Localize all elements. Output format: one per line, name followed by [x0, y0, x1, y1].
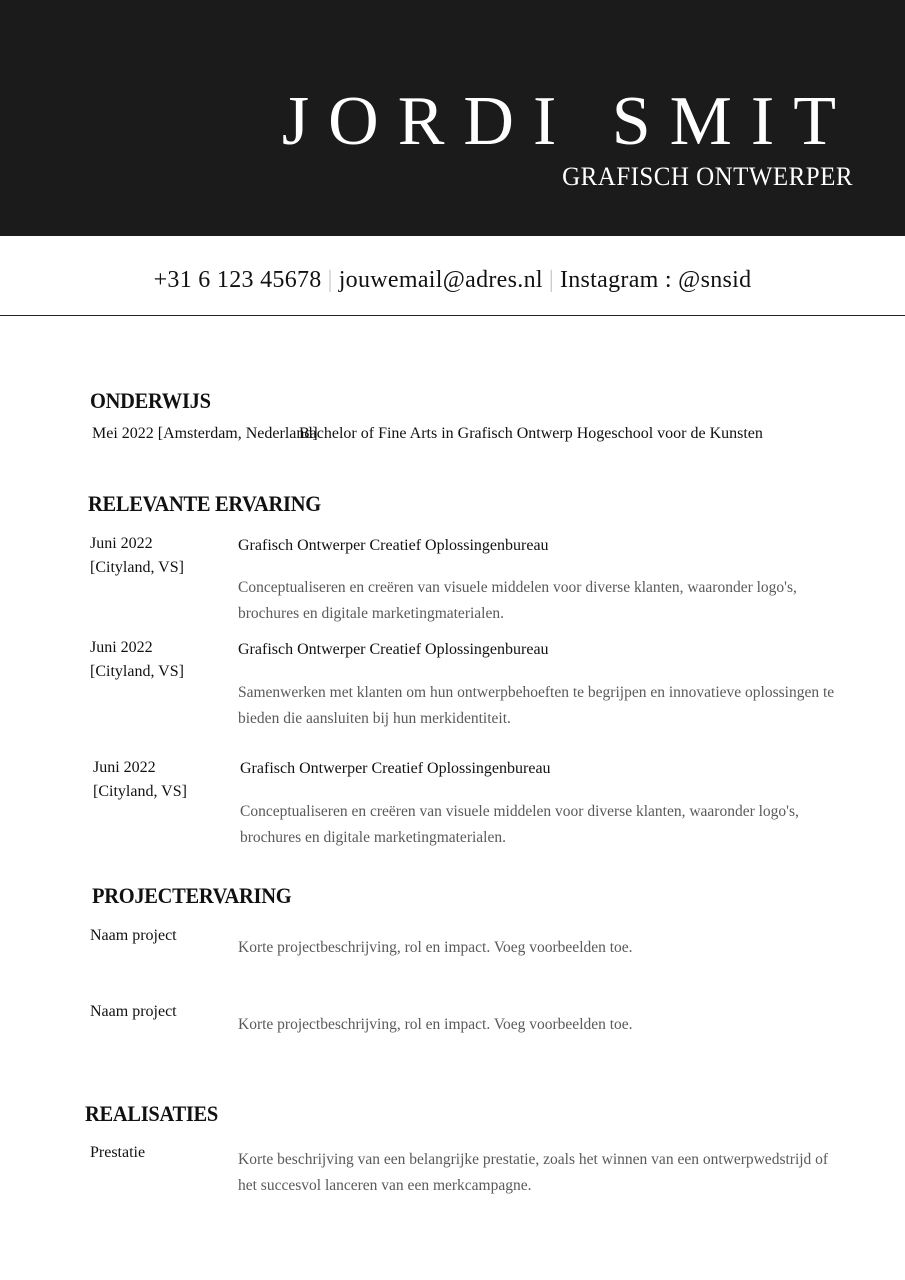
separator: |: [548, 267, 554, 293]
project-description: Korte projectbeschrijving, rol en impact. Voeg voorbeelden toe.: [238, 939, 633, 956]
section-heading-projects: PROJECTERVARING: [92, 883, 292, 908]
separator: |: [327, 267, 333, 293]
experience-title: Grafisch Ontwerper Creatief Oplossingenbureau: [240, 760, 551, 777]
candidate-name: JORDI SMIT: [281, 83, 855, 160]
project-description: Korte projectbeschrijving, rol en impact. Voeg voorbeelden toe.: [238, 1016, 633, 1033]
education-degree: Bachelor of Fine Arts in Grafisch Ontwerp Hogeschool voor de Kunsten: [299, 425, 763, 442]
project-name: Naam project: [90, 1003, 177, 1020]
education-entry: [92, 423, 763, 445]
candidate-role: GRAFISCH ONTWERPER: [562, 162, 853, 191]
section-heading-education: ONDERWIJS: [90, 388, 211, 413]
project-name: Naam project: [90, 927, 177, 944]
divider-line: [0, 315, 905, 316]
experience-description: Conceptualiseren en creëren van visuele middelen voor diverse klanten, waaronder logo's, brochures en digitale marketingmaterialen.: [240, 803, 799, 846]
experience-location: [Cityland, VS]: [93, 783, 187, 800]
experience-description: Conceptualiseren en creëren van visuele middelen voor diverse klanten, waaronder logo's, brochures en digitale marketingmaterialen.: [238, 579, 797, 622]
education-date-location: Mei 2022 [Amsterdam, Nederland]: [92, 425, 318, 442]
experience-date: Juni 2022: [93, 759, 156, 776]
contact-email[interactable]: jouwemail@adres.nl: [338, 267, 543, 293]
contact-instagram[interactable]: Instagram : @snsid: [559, 267, 752, 293]
achievement-description: Korte beschrijving van een belangrijke prestatie, zoals het winnen van een ontwerpwedstrijd of het succesvol lanceren van een merkcampagne.: [238, 1151, 829, 1194]
contact-line: [0, 262, 905, 298]
experience-title: Grafisch Ontwerper Creatief Oplossingenbureau: [238, 537, 549, 554]
experience-date: Juni 2022: [90, 639, 153, 656]
experience-description: Samenwerken met klanten om hun ontwerpbehoeften te begrijpen en innovatieve oplossingen te bieden die aansluiten bij hun merkidentiteit.: [238, 684, 835, 727]
achievement-name: Prestatie: [90, 1144, 146, 1161]
section-heading-achievements: REALISATIES: [85, 1101, 219, 1126]
experience-title: Grafisch Ontwerper Creatief Oplossingenbureau: [238, 641, 549, 658]
experience-date: Juni 2022: [90, 535, 153, 552]
section-heading-experience: RELEVANTE ERVARING: [88, 491, 321, 516]
experience-location: [Cityland, VS]: [90, 559, 184, 576]
experience-location: [Cityland, VS]: [90, 663, 184, 680]
header-banner: [0, 0, 905, 236]
contact-phone[interactable]: +31 6 123 45678: [153, 267, 322, 293]
